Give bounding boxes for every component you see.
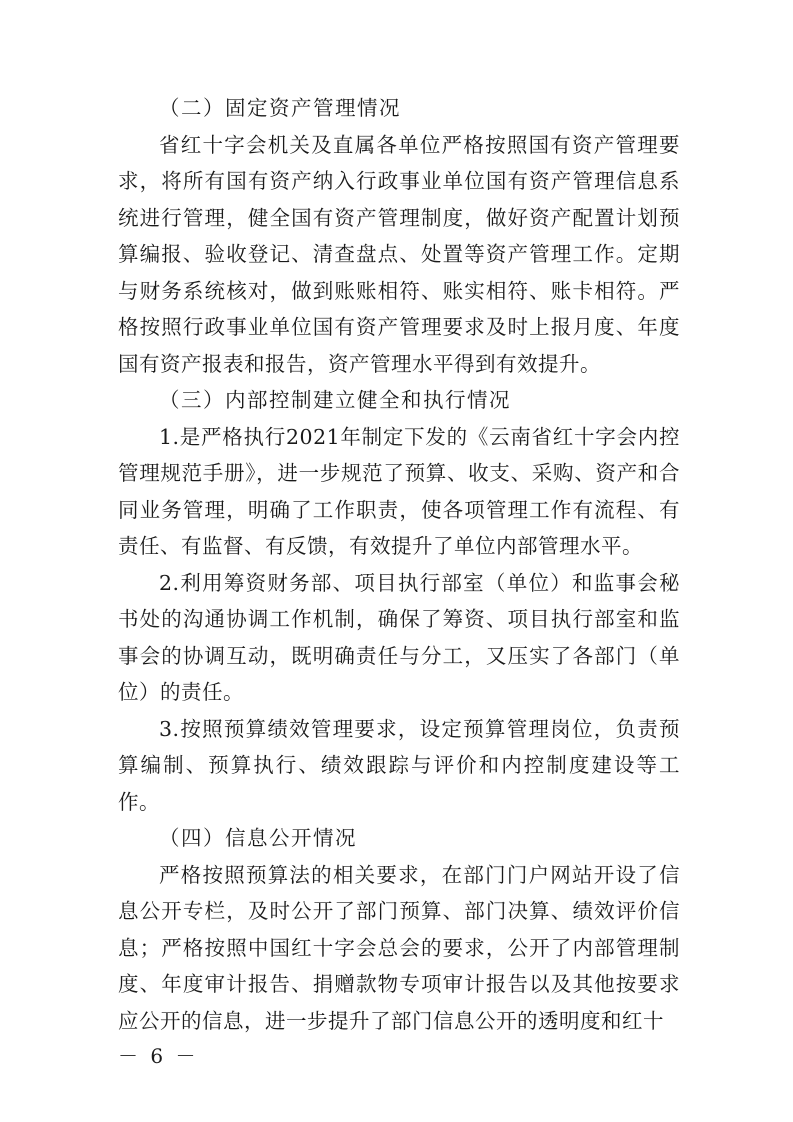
paragraph-info-disclosure: 严格按照预算法的相关要求，在部门门户网站开设了信息公开专栏，及时公开了部门预算、部门决算、绩效评价信息；严格按照中国红十字会总会的要求，公开了内部管理制度、年度审计报告、捐赠款物专项审计报告以及其他按要求应公开的信息，进一步提升了部门信息公开的透明度和红十 [118, 862, 680, 1033]
section-heading-fixed-assets: （二）固定资产管理情况 [159, 96, 401, 120]
paragraph-internal-control-3: 3.按照预算绩效管理要求，设定预算管理岗位，负责预算编制、预算执行、绩效跟踪与评价和内控制度建设等工作。 [118, 716, 680, 814]
paragraph-internal-control-2: 2.利用筹资财务部、项目执行部室（单位）和监事会秘书处的沟通协调工作机制，确保了筹资、项目执行部室和监事会的协调互动，既明确责任与分工，又压实了各部门（单位）的责任。 [118, 570, 680, 704]
paragraph-internal-control-1: 1.是严格执行2021年制定下发的《云南省红十字会内控管理规范手册》，进一步规范了预算、收支、采购、资产和合同业务管理，明确了工作职责，使各项管理工作有流程、有责任、有监督、有反馈，有效提升了单位内部管理水平。 [118, 424, 680, 558]
page-number: － 6 － [118, 1044, 199, 1068]
paragraph-fixed-assets: 省红十字会机关及直属各单位严格按照国有资产管理要求，将所有国有资产纳入行政事业单位国有资产管理信息系统进行管理，健全国有资产管理制度，做好资产配置计划预算编报、验收登记、清查盘点、处置等资产管理工作。定期与财务系统核对，做到账账相符、账实相符、账卡相符。严格按照行政事业单位国有资产管理要求及时上报月度、年度国有资产报表和报告，资产管理水平得到有效提升。 [118, 132, 680, 376]
document-body [118, 90, 680, 1039]
section-heading-internal-control: （三）内部控制建立健全和执行情况 [159, 388, 511, 412]
section-heading-info-disclosure: （四）信息公开情况 [159, 826, 357, 850]
